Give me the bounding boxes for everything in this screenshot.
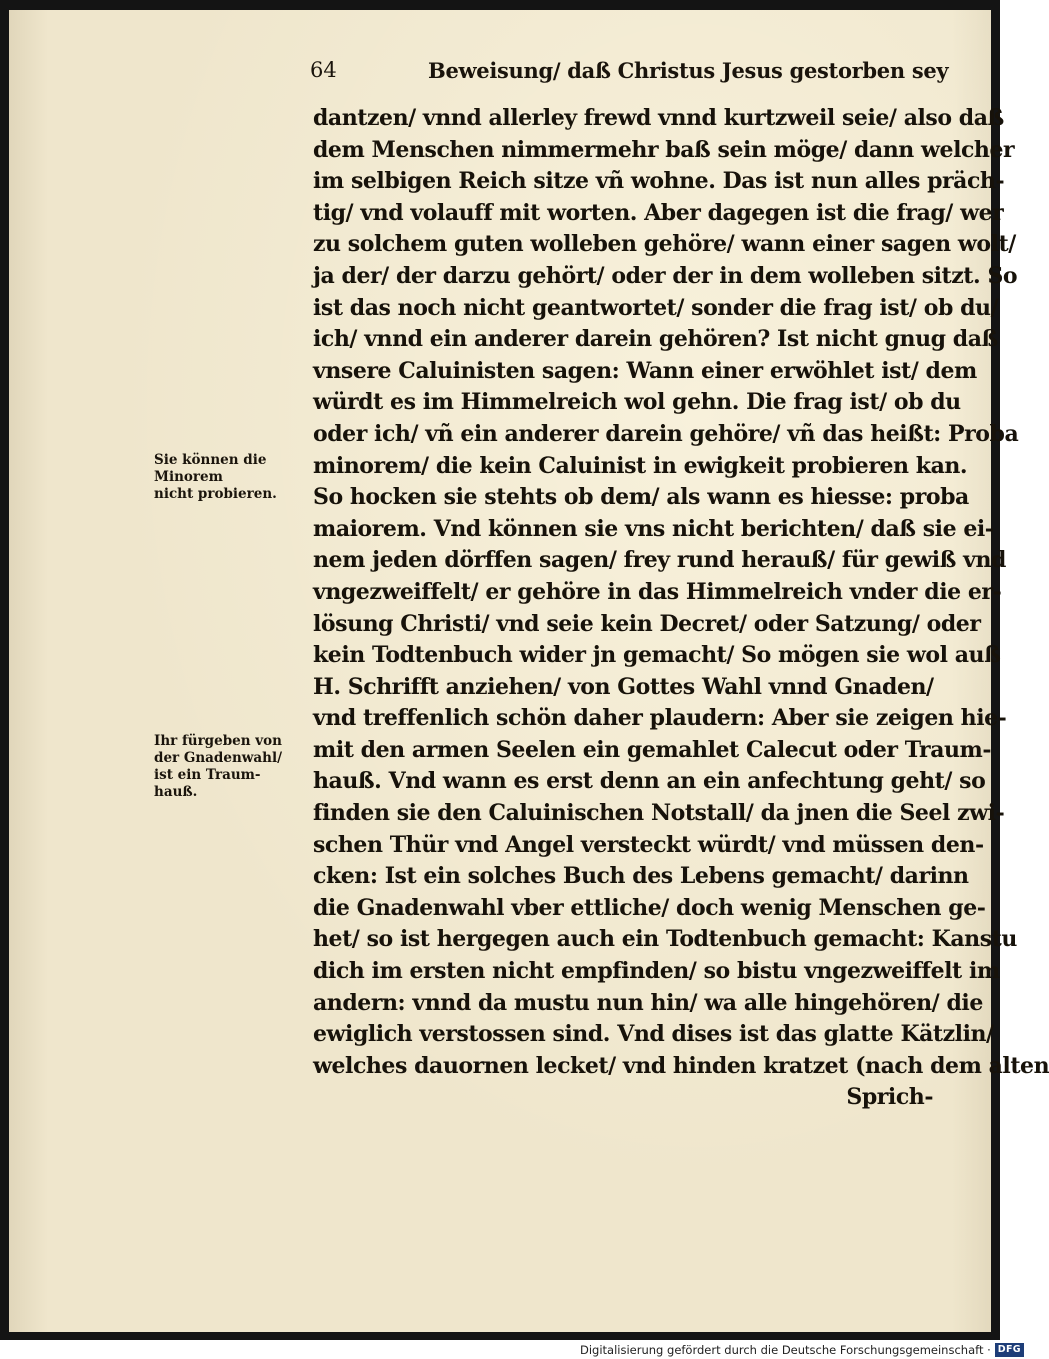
text-line: vnd treffenlich schön daher plaudern: Aber sie zeigen hie-: [313, 705, 1007, 732]
dfg-logo: DFG: [995, 1343, 1024, 1357]
text-line: schen Thür vnd Angel versteckt würdt/ vnd müssen den-: [313, 831, 984, 858]
marginal-note-gnadenwahl: [154, 733, 309, 801]
marginal-line: Sie können die: [154, 452, 267, 468]
page-number: 64: [310, 58, 337, 82]
text-line: vngezweiffelt/ er gehöre in das Himmelreich vnder die er-: [313, 578, 1002, 605]
text-line: cken: Ist ein solches Buch des Lebens gemacht/ darinn: [313, 863, 969, 890]
running-title: Beweisung/ daß Christus Jesus gestorben sey: [428, 58, 949, 83]
marginal-line: Minorem: [154, 469, 223, 485]
text-line: hauß. Vnd wann es erst denn an ein anfechtung geht/ so: [313, 768, 986, 795]
text-line: vnsere Caluinisten sagen: Wann einer erwöhlet ist/ dem: [313, 357, 977, 384]
running-header: [310, 58, 949, 98]
text-line: ich/ vnnd ein anderer darein gehören? Ist nicht gnug daß: [313, 326, 998, 353]
text-line: welches dauornen lecket/ vnd hinden kratzet (nach dem alten: [313, 1052, 1049, 1079]
text-line: mit den armen Seelen ein gemahlet Calecut oder Traum-: [313, 736, 992, 763]
text-line: kein Todtenbuch wider jn gemacht/ So mögen sie wol auß: [313, 642, 1001, 669]
text-line: So hocken sie stehts ob dem/ als wann es hiesse: proba: [313, 484, 969, 511]
text-line: finden sie den Caluinischen Notstall/ da jnen die Seel zwi-: [313, 800, 1005, 827]
credit-text: Digitalisierung gefördert durch die Deutsche Forschungsgemeinschaft ·: [580, 1343, 991, 1357]
digitization-credit: [580, 1341, 1024, 1359]
marginal-line: ist ein Traum-: [154, 767, 261, 783]
text-line: die Gnadenwahl vber ettliche/ doch wenig Menschen ge-: [313, 894, 986, 921]
text-line: Sprich-: [846, 1084, 933, 1111]
text-line: nem jeden dörffen sagen/ frey rund herauß/ für gewiß vnd: [313, 547, 1006, 574]
text-line: ja der/ der darzu gehört/ oder der in dem wolleben sitzt. So: [313, 262, 1018, 289]
marginal-line: der Gnadenwahl/: [154, 750, 283, 766]
main-text-block: [313, 103, 1049, 1114]
text-line: minorem/ die kein Caluinist in ewigkeit probieren kan.: [313, 452, 968, 479]
text-line: oder ich/ vñ ein anderer darein gehöre/ vñ das heißt: Proba: [313, 420, 1019, 447]
text-line: im selbigen Reich sitze vñ wohne. Das ist nun alles präch-: [313, 168, 1005, 195]
text-line: ewiglich verstossen sind. Vnd dises ist das glatte Kätzlin/: [313, 1021, 994, 1048]
text-line: dich im ersten nicht empfinden/ so bistu vngezweiffelt im: [313, 958, 1000, 985]
text-line: maiorem. Vnd können sie vns nicht berichten/ daß sie ei-: [313, 515, 994, 542]
marginal-note-minorem: [154, 452, 304, 503]
text-line: dem Menschen nimmermehr baß sein möge/ dann welcher: [313, 136, 1015, 163]
text-line: lösung Christi/ vnd seie kein Decret/ oder Satzung/ oder: [313, 610, 981, 637]
text-line: zu solchem guten wolleben gehöre/ wann einer sagen wolt/: [313, 231, 1016, 258]
text-line: H. Schrifft anziehen/ von Gottes Wahl vnnd Gnaden/: [313, 673, 934, 700]
marginal-line: hauß.: [154, 784, 198, 800]
text-line: tig/ vnd volauff mit worten. Aber dagegen ist die frag/ wer: [313, 199, 1004, 226]
text-line: het/ so ist hergegen auch ein Todtenbuch gemacht: Kanstu: [313, 926, 1017, 953]
marginal-line: Ihr fürgeben von: [154, 733, 282, 749]
text-line: ist das noch nicht geantwortet/ sonder die frag ist/ ob du/: [313, 294, 999, 321]
text-line: dantzen/ vnnd allerley frewd vnnd kurtzweil seie/ also daß: [313, 105, 1004, 131]
marginal-line: nicht probieren.: [154, 486, 277, 502]
text-line: andern: vnnd da mustu nun hin/ wa alle hingehören/ die: [313, 989, 983, 1016]
text-line: würdt es im Himmelreich wol gehn. Die frag ist/ ob du: [313, 389, 961, 416]
